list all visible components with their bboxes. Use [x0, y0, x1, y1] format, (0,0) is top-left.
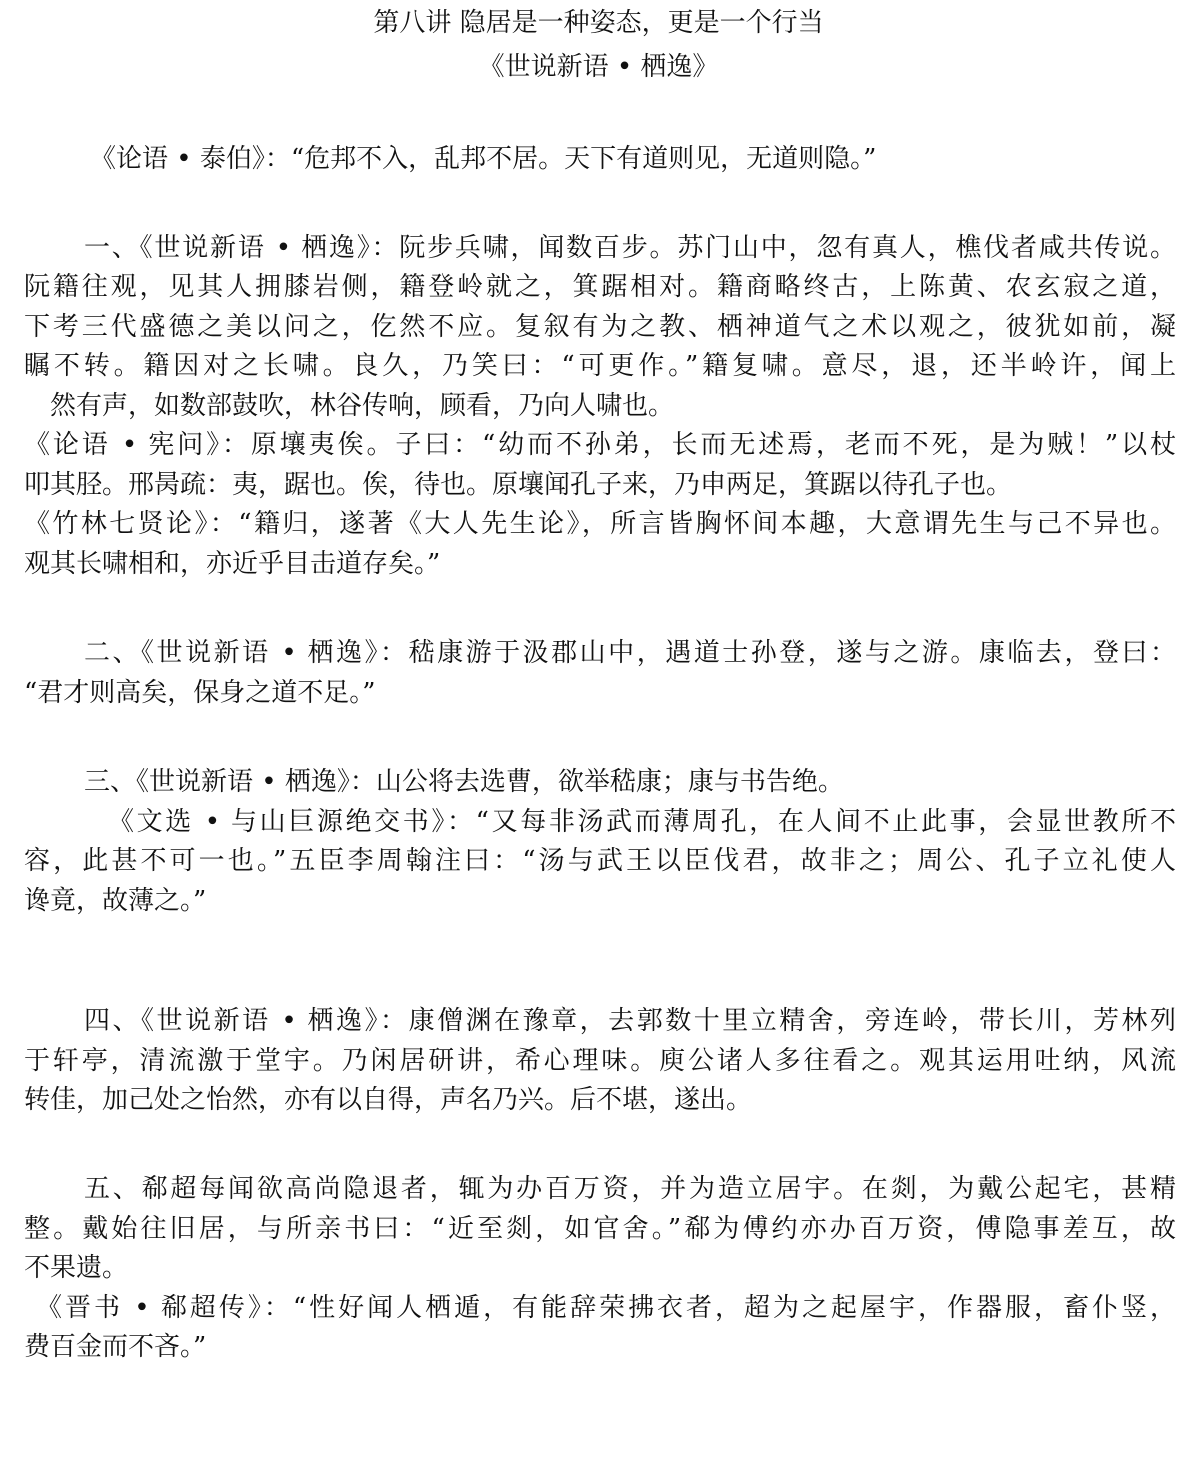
paragraph-line: 二、《世说新语 • 栖逸》：嵇康游于汲郡山中，遇道士孙登，遂与之游。康临去，登曰： [84, 638, 1176, 668]
paragraph-line: 瞩不转。籍因对之长啸。良久，乃笑曰：“可更作。”籍复啸。意尽，退，还半岭许，闻上 [24, 351, 1176, 381]
paragraph-line: 下考三代盛德之美以问之，仡然不应。复叙有为之教、栖神道气之术以观之，彼犹如前，凝 [24, 312, 1176, 342]
paragraph-line: 转佳，加己处之怡然，亦有以自得，声名乃兴。后不堪，遂出。 [24, 1085, 753, 1115]
paragraph-line: 一、《世说新语 • 栖逸》：阮步兵啸，闻数百步。苏门山中，忽有真人，樵伐者咸共传说。 [84, 233, 1176, 263]
page-subtitle: 《世说新语 • 栖逸》 [478, 52, 719, 82]
epigraph: 《论语 • 泰伯》：“危邦不入，乱邦不居。天下有道则见，无道则隐。” [90, 144, 877, 174]
paragraph-line: 不果遗。 [24, 1253, 129, 1283]
paragraph-line: 整。戴始往旧居，与所亲书曰：“近至剡，如官舍。”郗为傅约亦办百万资，傅隐事差互，故 [24, 1214, 1176, 1244]
quotation-line: 容，此甚不可一也。”五臣李周翰注曰：“汤与武王以臣伐君，故非之；周公、孔子立礼使人 [24, 846, 1176, 876]
quotation-line: 谗竟，故薄之。” [24, 886, 207, 916]
paragraph-line: 五、郗超每闻欲高尚隐退者，辄为办百万资，并为造立居宇。在剡，为戴公起宅，甚精 [84, 1174, 1176, 1204]
quotation-line: 《论语 • 宪问》：原壤夷俟。子曰：“幼而不孙弟，长而无述焉，老而不死，是为贼！”以杖 [24, 430, 1176, 460]
quotation-line: 《晋书 • 郗超传》：“性好闻人栖遁，有能辞荣拂衣者，超为之起屋宇，作器服，畜仆竖， [36, 1293, 1176, 1323]
paragraph-line: 阮籍往观，见其人拥膝岩侧，籍登岭就之，箕踞相对。籍商略终古，上陈黄、农玄寂之道， [24, 272, 1176, 302]
paragraph-line: 四、《世说新语 • 栖逸》：康僧渊在豫章，去郭数十里立精舍，旁连岭，带长川，芳林列 [84, 1006, 1176, 1036]
paragraph-line: 然有声，如数部鼓吹，林谷传响，顾看，乃向人啸也。 [50, 391, 675, 421]
quotation-line: 《文选 • 与山巨源绝交书》：“又每非汤武而薄周孔，在人间不止此事，会显世教所不 [108, 807, 1176, 837]
quotation-line: 叩其胫。邢昺疏：夷，踞也。俟，待也。原壤闻孔子来，乃申两足，箕踞以待孔子也。 [24, 470, 1013, 500]
page-title: 第八讲 隐居是一种姿态，更是一个行当 [373, 8, 824, 38]
quotation-line: 观其长啸相和，亦近乎目击道存矣。” [24, 549, 441, 579]
quotation-line: 《竹林七贤论》：“籍归，遂著《大人先生论》，所言皆胸怀间本趣，大意谓先生与己不异也。 [24, 509, 1176, 539]
paragraph-line: “君才则高矣，保身之道不足。” [24, 678, 376, 708]
paragraph-line: 于轩亭，清流激于堂宇。乃闲居研讲，希心理味。庾公诸人多往看之。观其运用吐纳，风流 [24, 1046, 1176, 1076]
paragraph-line: 三、《世说新语 • 栖逸》：山公将去选曹，欲举嵇康；康与书告绝。 [84, 767, 844, 797]
quotation-line: 费百金而不吝。” [24, 1332, 207, 1362]
